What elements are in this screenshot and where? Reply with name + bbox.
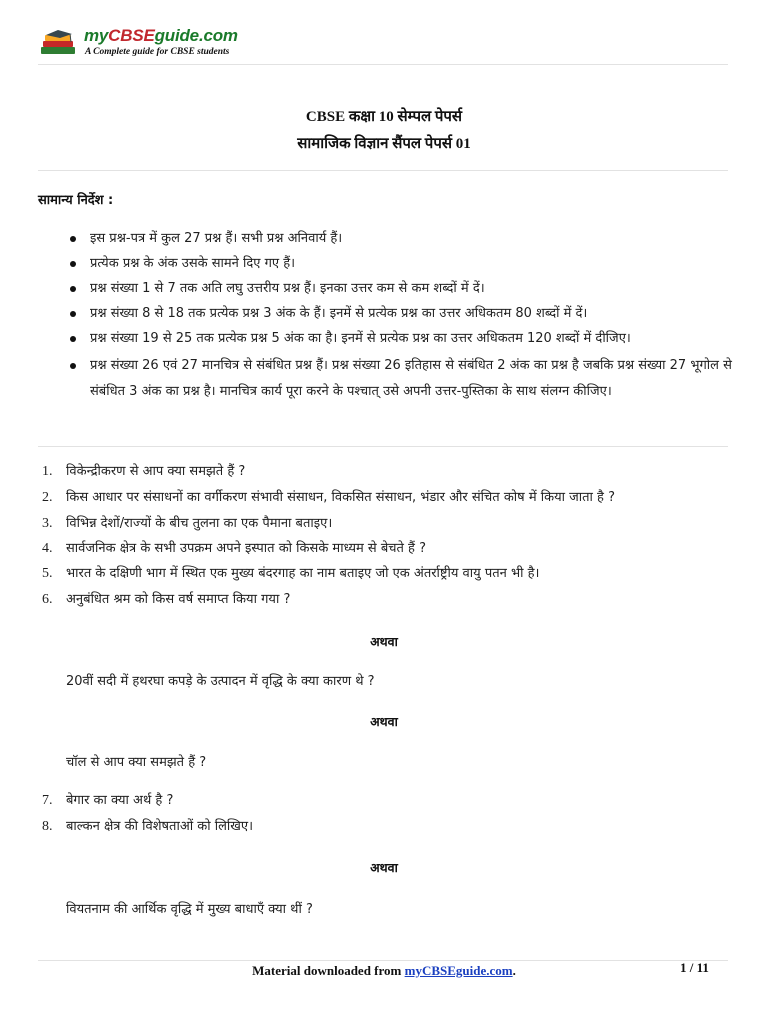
or-divider: अथवा: [370, 860, 398, 875]
brand-name: myCBSEguide.com: [84, 26, 238, 45]
or-divider: अथवा: [370, 634, 398, 649]
alternate-question: चॉल से आप क्या समझते हैं ?: [66, 755, 207, 770]
bullet-icon: [70, 236, 76, 242]
question-item: 4. सार्वजनिक क्षेत्र के सभी उपक्रम अपने इस्पात को किसके माध्यम से बेचते हैं ?: [42, 541, 426, 556]
document-title: CBSE कक्षा 10 सेम्पल पेपर्स: [305, 109, 463, 125]
instruction-item: प्रश्न संख्या 1 से 7 तक अति लघु उत्तरीय प्रश्न हैं। इनका उत्तर कम से कम शब्दों में दें।: [70, 276, 738, 302]
brand-tagline: A Complete guide for CBSE students: [85, 47, 230, 57]
page-number: 1 / 11: [680, 960, 709, 975]
bullet-icon: [70, 311, 76, 317]
books-logo-icon: [38, 30, 80, 58]
bullet-icon: [70, 363, 76, 369]
title-divider: [38, 170, 728, 171]
footer-divider: [38, 960, 728, 961]
question-item: 5. भारत के दक्षिणी भाग में स्थित एक मुख्य बंदरगाह का नाम बताइए जो एक अंतर्राष्ट्रीय वायु पतन भी है।: [42, 566, 540, 581]
alternate-question: 20वीं सदी में हथरघा कपड़े के उत्पादन में वृद्धि के क्या कारण थे ?: [66, 674, 375, 689]
document-subtitle: सामाजिक विज्ञान सैंपल पेपर्स 01: [297, 136, 471, 152]
instructions-divider: [38, 446, 728, 447]
bullet-icon: [70, 286, 76, 292]
question-item: 1. विकेन्द्रीकरण से आप क्या समझते हैं ?: [42, 464, 246, 479]
footer-note: Material downloaded from myCBSEguide.com.: [252, 963, 516, 978]
question-item: 2. किस आधार पर संसाधनों का वर्गीकरण संभावी संसाधन, विकसित संसाधन, भंडार और संचित कोष में किया जाता है ?: [42, 490, 615, 505]
bullet-icon: [70, 336, 76, 342]
instruction-item: प्रश्न संख्या 19 से 25 तक प्रत्येक प्रश्न 5 अंक का है। इनमें से प्रत्येक प्रश्न का उत्तर अधिकतम 120 शब्दों में दीजिए।: [70, 326, 738, 352]
question-item: 8. बाल्कन क्षेत्र की विशेषताओं को लिखिए।: [42, 819, 254, 834]
alternate-question: वियतनाम की आर्थिक वृद्धि में मुख्य बाधाएँ क्या थीं ?: [66, 902, 313, 917]
site-logo: [38, 26, 248, 62]
instruction-item: प्रश्न संख्या 26 एवं 27 मानचित्र से संबंधित प्रश्न हैं। प्रश्न संख्या 26 इतिहास से संबंधित 2 अंक का प्रश्न है जबकि प्रश्न संख्या 27 भूगोल से संबंधित 3 अंक का प्रश्न है। मानचित्र कार्य पूरा करने के पश्चात् उसे अपनी उत्तर-पुस्तिका के साथ संलग्न कीजिए।: [70, 353, 738, 405]
instructions-heading: सामान्य निर्देश :: [38, 193, 114, 208]
question-item: 6. अनुबंधित श्रम को किस वर्ष समाप्त किया गया ?: [42, 592, 291, 607]
header-divider: [38, 64, 728, 65]
bullet-icon: [70, 261, 76, 267]
instruction-item: प्रश्न संख्या 8 से 18 तक प्रत्येक प्रश्न 3 अंक के हैं। इनमें से प्रत्येक प्रश्न का उत्तर अधिकतम 80 शब्दों में दें।: [70, 301, 738, 327]
footer-link[interactable]: myCBSEguide.com: [404, 963, 513, 978]
question-item: 7. बेगार का क्या अर्थ है ?: [42, 793, 174, 808]
or-divider: अथवा: [370, 714, 398, 729]
question-item: 3. विभिन्न देशों/राज्यों के बीच तुलना का एक पैमाना बताइए।: [42, 516, 333, 531]
instruction-item: प्रत्येक प्रश्न के अंक उसके सामने दिए गए हैं।: [70, 251, 738, 277]
instruction-item: इस प्रश्न-पत्र में कुल 27 प्रश्न हैं। सभी प्रश्न अनिवार्य हैं।: [70, 226, 738, 252]
